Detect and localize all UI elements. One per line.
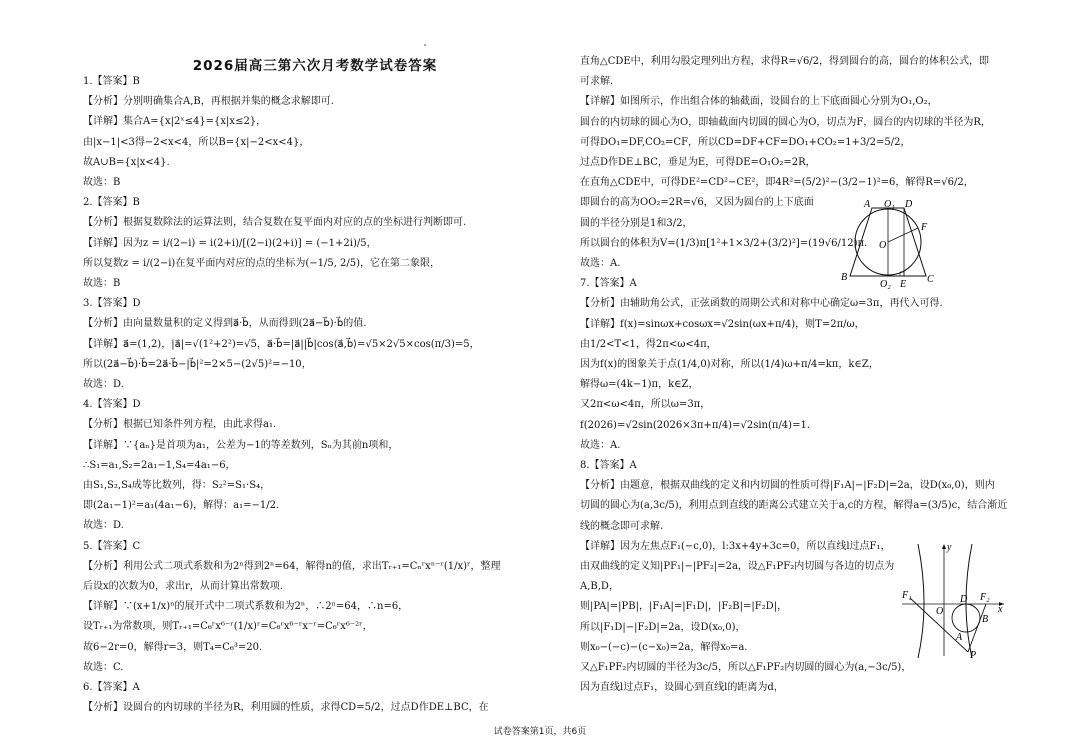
text-line: 又2π<ω<4π，所以ω=3π， bbox=[580, 399, 711, 411]
text-line: 则x₀−(−c)−(c−x₀)=2a，解得x₀=a. bbox=[580, 641, 748, 653]
text-line: 设Tᵣ₊₁为常数项，则Tᵣ₊₁=C₆ʳx⁶⁻ʳ(1/x)ʳ=C₆ʳx⁶⁻ʳx⁻ʳ=C₆ʳx⁶⁻²ʳ， bbox=[83, 621, 373, 633]
fig2-label-x: x bbox=[998, 604, 1003, 615]
text-line: 即(2a₁−1)²=a₁(4a₁−6)，解得：a₁=−1/2. bbox=[83, 500, 280, 512]
fig1-label-C: C bbox=[927, 274, 934, 285]
text-line: 故选：C. bbox=[83, 661, 124, 673]
text-line: 故选：A. bbox=[580, 258, 621, 270]
text-line: 【分析】设圆台的内切球的半径为R，利用圆的性质，求得CD=5/2，过点D作DE⊥BC，在 bbox=[83, 702, 489, 714]
text-line: 【详解】如图所示，作出组合体的轴截面，设圆台的上下底面圆心分别为O₁,O₂， bbox=[580, 96, 938, 108]
hyperbola-figure bbox=[898, 540, 1008, 660]
fig1-label-O2: O₂ bbox=[880, 279, 891, 290]
text-line: 故6−2r=0，解得r=3，则T₄=C₆³=20. bbox=[83, 641, 263, 653]
text-line: 【详解】因为z = i/(2−i) = i(2+i)/[(2−i)(2+i)] = (−1+2i)/5， bbox=[83, 237, 377, 249]
text-line: A,B,D， bbox=[580, 581, 619, 593]
text-line: 又△F₁PF₂内切圆的半径为3c/5，所以△F₁PF₂内切圆的圆心为(a,−3c/5)， bbox=[580, 662, 912, 674]
text-line: f(2026)=√2sin(2026×3π+π/4)=√2sin(π/4)=1. bbox=[580, 419, 810, 431]
text-line: 直角△CDE中，利用勾股定理列出方程，求得R=√6/2，得到圆台的高，圆台的体积公式，即 bbox=[580, 56, 990, 67]
text-line: 由|x−1|<3得−2<x<4，所以B={x|−2<x<4}， bbox=[83, 136, 310, 148]
text-line: ∴S₁=a₁,S₂=2a₁−1,S₄=4a₁−6， bbox=[83, 459, 236, 471]
text-line: 故选：B bbox=[83, 177, 121, 189]
fig2-label-P: P bbox=[970, 650, 977, 660]
text-line: 【详解】因为左焦点F₁(−c,0)，l:3x+4y+3c=0，所以直线l过点F₁， bbox=[580, 540, 891, 552]
text-line: 所以|F₁D|−|F₂D|=2a，设D(x₀,0)， bbox=[580, 621, 746, 633]
text-line: 可得DO₁=DF,CO₂=CF，所以CD=DF+CF=DO₁+CO₂=1+3/2=5/2， bbox=[580, 136, 911, 148]
text-line: 5.【答案】C bbox=[83, 540, 141, 552]
text-line: 过点D作DE⊥BC，垂足为E，可得DE=O₁O₂=2R， bbox=[580, 157, 816, 169]
text-line: 线的概念即可求解. bbox=[580, 520, 664, 532]
text-line: 则|PA|=|PB|，|F₁A|=|F₁D|，|F₂B|=|F₂D|， bbox=[580, 601, 788, 613]
text-line: 1.【答案】B bbox=[83, 76, 140, 87]
text-line: 【分析】由题意，根据双曲线的定义和内切圆的性质可得|F₁A|−|F₂D|=2a，设D(x₀,0)，则内 bbox=[580, 480, 995, 492]
text-line: 6.【答案】A bbox=[83, 682, 140, 694]
text-line: 3.【答案】D bbox=[83, 298, 141, 310]
text-line: 所以圆台的体积为V=(1/3)π[1²+1×3/2+(3/2)²]=(19√6/12)π. bbox=[580, 237, 868, 249]
fig2-label-y: y bbox=[947, 542, 952, 553]
text-line: 【分析】利用公式二项式系数和为2ⁿ得到2ⁿ=64，解得n的值，求出Tᵣ₊₁=Cₙʳxⁿ⁻ʳ(1/x)ʳ，整理 bbox=[83, 560, 501, 572]
text-line: 故选：D. bbox=[83, 379, 124, 391]
text-line: 故选：A. bbox=[580, 439, 621, 451]
document-title: 2026届高三第六次月考数学试卷答案 bbox=[192, 58, 438, 74]
text-line: 【详解】a⃗=(1,2)，|a⃗|=√(1²+2²)=√5，a⃗·b⃗=|a⃗||b⃗|cos⟨a⃗,b⃗⟩=√5×2√5×cos(π/3)=5， bbox=[83, 338, 480, 350]
fig1-label-A: A bbox=[864, 199, 871, 210]
fig2-label-F1: F₁ bbox=[902, 590, 912, 601]
fig2-label-A: A bbox=[956, 632, 963, 643]
text-line: 由S₁,S₂,S₄成等比数列，得：S₂²=S₁·S₄， bbox=[83, 480, 271, 492]
text-line: 2.【答案】B bbox=[83, 197, 140, 209]
page-footer: 试卷答案第1页，共6页 bbox=[493, 727, 587, 737]
fig1-label-B: B bbox=[841, 272, 848, 283]
fig2-label-D: D bbox=[960, 594, 968, 605]
text-line: 由1/2<T<1，得2π<ω<4π， bbox=[580, 338, 717, 350]
text-line: 解得ω=(4k−1)π，k∈Z， bbox=[580, 379, 699, 391]
text-line: 8.【答案】A bbox=[580, 460, 637, 472]
fig1-label-D: D bbox=[905, 199, 913, 210]
text-line: 【分析】分别明确集合A,B，再根据并集的概念求解即可. bbox=[83, 96, 334, 108]
text-line: 后设x的次数为0，求出r，从而计算出常数项. bbox=[83, 581, 283, 593]
frustum-cross-section-figure bbox=[838, 198, 938, 290]
text-line: 因为f(x)的图象关于点(1/4,0)对称，所以(1/4)ω+π/4=kπ，k∈Z， bbox=[580, 359, 879, 371]
text-line: 【分析】由辅助角公式，正弦函数的周期公式和对称中心确定ω=3π，再代入可得. bbox=[580, 298, 943, 310]
left-column bbox=[83, 52, 501, 719]
fig2-label-B: B bbox=[982, 614, 989, 625]
text-line: 【详解】集合A={x|2ˣ≤4}={x|x≤2}， bbox=[83, 116, 267, 128]
text-line: 切圆的圆心为(a,3c/5)，利用点到直线的距离公式建立关于a,c的方程，解得a=(3/5)c，结合渐近 bbox=[580, 500, 1008, 512]
fig1-label-F: F bbox=[921, 222, 928, 233]
scan-mark bbox=[424, 44, 426, 46]
fig1-label-E: E bbox=[900, 279, 907, 290]
fig2-label-F2: F₂ bbox=[980, 592, 990, 603]
fig1-label-O: O bbox=[879, 240, 887, 251]
text-line: 【分析】根据复数除法的运算法则，结合复数在复平面内对应的点的坐标进行判断即可. bbox=[83, 217, 467, 229]
text-line: 所以复数z = i/(2−i)在复平面内对应的点的坐标为(−1/5, 2/5)，它在第二象限， bbox=[83, 257, 441, 269]
text-line: 【详解】∵{aₙ}是首项为a₁，公差为−1的等差数列，Sₙ为其前n项和， bbox=[83, 439, 399, 451]
fig1-label-O1: O₁ bbox=[884, 199, 895, 210]
text-line: 圆的半径分别是1和3/2， bbox=[580, 217, 693, 229]
text-line: 4.【答案】D bbox=[83, 399, 141, 411]
text-line: 【详解】f(x)=sinωx+cosωx=√2sin(ωx+π/4)，则T=2π/ω， bbox=[580, 318, 865, 330]
text-line: 圆台的内切球的圆心为O，即轴截面内切圆的圆心为O，切点为F，圆台的内切球的半径为R， bbox=[580, 116, 991, 128]
text-line: 因为直线l过点F₁，设圆心到直线l的距离为d， bbox=[580, 682, 784, 694]
fig2-label-O: O bbox=[936, 606, 944, 617]
text-line: 由双曲线的定义知|PF₁|−|PF₂|=2a，设△F₁PF₂内切圆与各边的切点为 bbox=[580, 561, 895, 573]
text-line: 【详解】∵(x+1/x)ⁿ的展开式中二项式系数和为2ⁿ，∴2ⁿ=64，∴n=6， bbox=[83, 601, 409, 613]
text-line: 可求解. bbox=[580, 76, 614, 88]
text-line: 故选：B bbox=[83, 278, 121, 290]
text-line: 【分析】由向量数量积的定义得到a⃗·b⃗，从而得到(2a⃗−b⃗)·b⃗的值. bbox=[83, 318, 367, 330]
text-line: 7.【答案】A bbox=[580, 278, 637, 290]
text-line: 在直角△CDE中，可得DE²=CD²−CE²，即4R²=(5/2)²−(3/2−1)²=6，解得R=√6/2， bbox=[580, 177, 974, 189]
text-line: 所以(2a⃗−b⃗)·b⃗=2a⃗·b⃗−|b⃗|²=2×5−(2√5)²=−10， bbox=[83, 358, 312, 370]
text-line: 即圆台的高为OO₂=2R=√6，又因为圆台的上下底面 bbox=[580, 197, 814, 209]
text-line: 【分析】根据已知条件列方程，由此求得a₁. bbox=[83, 419, 277, 431]
text-line: 故选：D. bbox=[83, 520, 124, 532]
text-line: 故A∪B={x|x<4}. bbox=[83, 156, 170, 168]
